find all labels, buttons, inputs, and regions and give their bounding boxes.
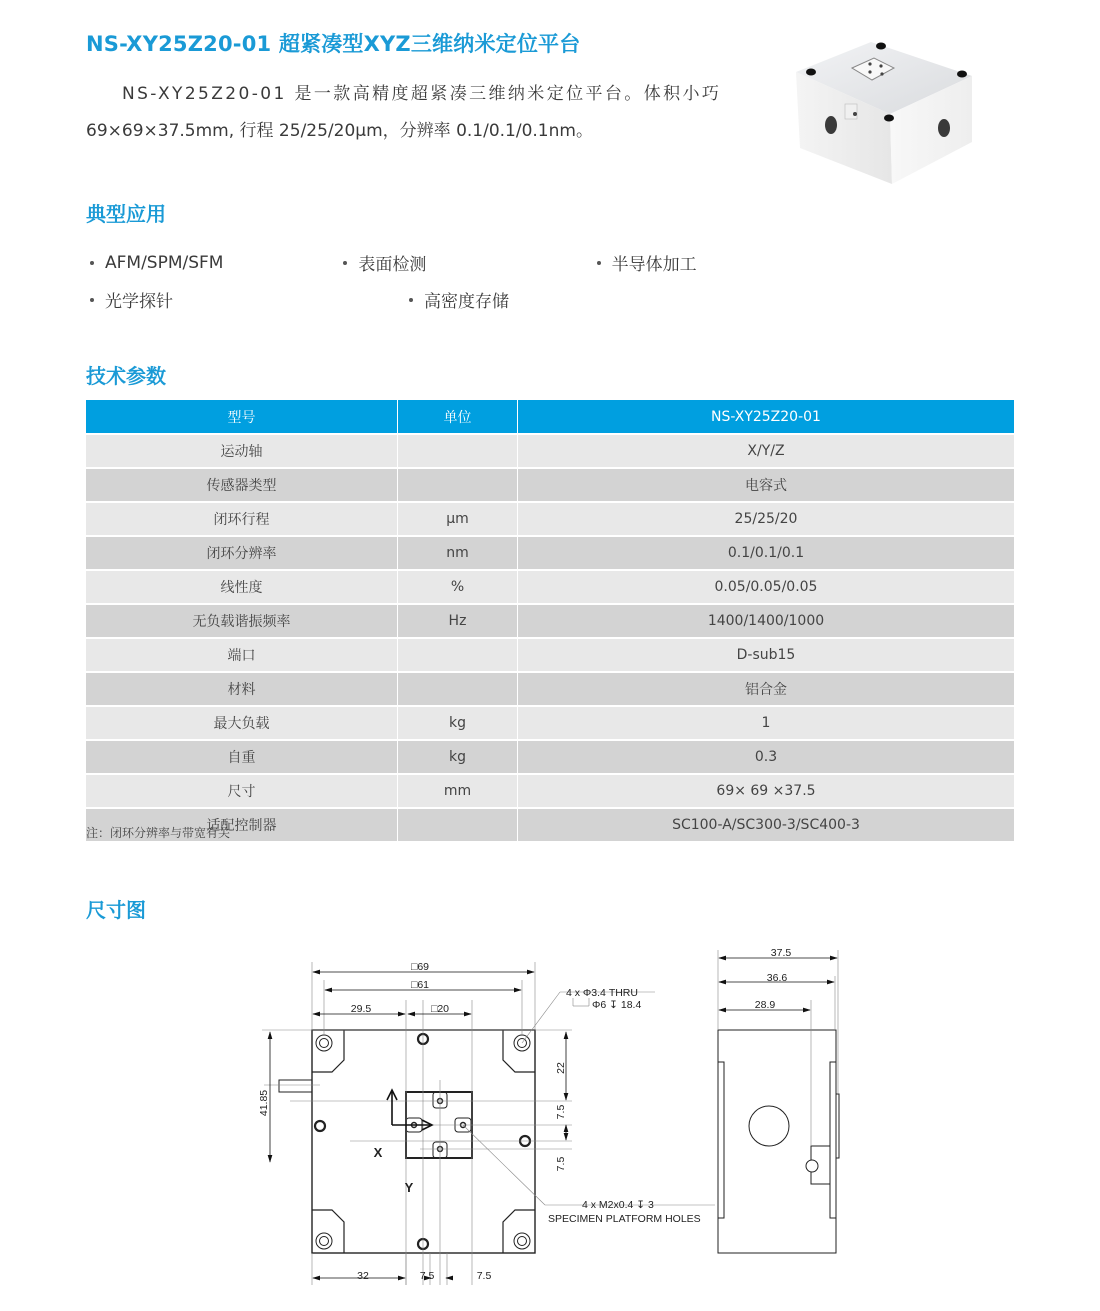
dimensions-heading: 尺寸图 (86, 898, 146, 922)
dim-left-offset: 29.5 (350, 1003, 372, 1015)
param-cell: 最大负载 (86, 706, 398, 740)
dim-side-36-6: 36.6 (766, 972, 788, 984)
value-cell: 0.3 (518, 740, 1015, 774)
value-cell: 0.1/0.1/0.1 (518, 536, 1015, 570)
table-row (86, 604, 1014, 638)
applications-heading: 典型应用 (86, 202, 166, 226)
dim-bottom-7-5-b: 7.5 (476, 1270, 492, 1282)
bullet-icon (343, 261, 347, 265)
dim-bottom-32: 32 (357, 1270, 369, 1282)
value-cell: 25/25/20 (518, 502, 1015, 536)
specs-heading: 技术参数 (86, 364, 166, 388)
bullet-icon (90, 298, 94, 302)
dim-side-28-9: 28.9 (754, 999, 776, 1011)
table-header-row (86, 400, 1014, 434)
specs-table (86, 400, 1014, 843)
dim-side-37-5: 37.5 (770, 947, 792, 959)
dim-height-left: 41.85 (258, 1089, 270, 1117)
param-cell: 闭环行程 (86, 502, 398, 536)
dimension-drawing (250, 940, 870, 1290)
value-cell: X/Y/Z (518, 434, 1015, 468)
technical-drawing (250, 940, 870, 1290)
param-cell: 端口 (86, 638, 398, 672)
value-cell: D-sub15 (518, 638, 1015, 672)
stage-top-view-outline (312, 1030, 535, 1253)
param-cell: 闭环分辨率 (86, 536, 398, 570)
table-row (86, 774, 1014, 808)
param-cell: 尺寸 (86, 774, 398, 808)
dim-right-7-5-b: 7.5 (555, 1156, 567, 1172)
value-cell: 1 (518, 706, 1015, 740)
bullet-icon (597, 261, 601, 265)
unit-cell (398, 638, 518, 672)
value-cell: 铝合金 (518, 672, 1015, 706)
unit-cell (398, 468, 518, 502)
intro-paragraph (86, 76, 746, 150)
footnote: 注：闭环分辨率与带宽有关 (86, 826, 231, 840)
unit-cell (398, 672, 518, 706)
application-item: 高密度存储 (409, 287, 728, 312)
unit-cell (398, 808, 518, 842)
column-header-unit: 单位 (398, 400, 518, 434)
unit-cell: μm (398, 502, 518, 536)
value-cell: 0.05/0.05/0.05 (518, 570, 1015, 604)
product-photo-icon (786, 38, 982, 186)
table-row (86, 638, 1014, 672)
application-item: 表面检测 (343, 250, 596, 275)
table-row (86, 570, 1014, 604)
column-header-model: 型号 (86, 400, 398, 434)
bullet-icon (90, 261, 94, 265)
unit-cell: Hz (398, 604, 518, 638)
unit-cell: % (398, 570, 518, 604)
table-row (86, 434, 1014, 468)
param-cell: 无负载谐振频率 (86, 604, 398, 638)
product-photo (786, 38, 982, 186)
application-item: 光学探针 (90, 287, 409, 312)
callout-thru-2: Φ6 ↧ 18.4 (592, 999, 642, 1011)
callout-thru-1: 4 x Φ3.4 THRU (566, 987, 638, 999)
applications-list (90, 244, 850, 318)
callout-specimen-2: SPECIMEN PLATFORM HOLES (548, 1213, 701, 1225)
application-item: 半导体加工 (597, 250, 850, 275)
table-row (86, 740, 1014, 774)
value-cell: 电容式 (518, 468, 1015, 502)
intro-line-1: NS-XY25Z20-01 是一款高精度超紧凑三维纳米定位平台。体积小巧 (122, 84, 722, 104)
dim-outer: □69 (410, 961, 430, 973)
unit-cell (398, 434, 518, 468)
axis-y-label: Y (404, 1180, 414, 1195)
param-cell: 自重 (86, 740, 398, 774)
dim-platform: □20 (430, 1003, 450, 1015)
param-cell: 运动轴 (86, 434, 398, 468)
param-cell: 线性度 (86, 570, 398, 604)
application-item: AFM/SPM/SFM (90, 253, 343, 273)
value-cell: 1400/1400/1000 (518, 604, 1015, 638)
value-cell: SC100-A/SC300-3/SC400-3 (518, 808, 1015, 842)
bullet-icon (409, 298, 413, 302)
param-cell: 适配控制器 (86, 808, 398, 842)
value-cell: 69× 69 ×37.5 (518, 774, 1015, 808)
dim-right-22: 22 (555, 1062, 567, 1074)
unit-cell: kg (398, 740, 518, 774)
callout-specimen-1: 4 x M2x0.4 ↧ 3 (582, 1199, 654, 1211)
dim-holes: □61 (410, 979, 430, 991)
page-title: NS-XY25Z20-01 超紧凑型XYZ三维纳米定位平台 (86, 32, 581, 56)
dim-bottom-7-5-a: 7.5 (419, 1270, 435, 1282)
column-header-value: NS-XY25Z20-01 (518, 400, 1015, 434)
table-row (86, 672, 1014, 706)
table-row (86, 706, 1014, 740)
dim-right-7-5-a: 7.5 (555, 1104, 567, 1120)
table-row (86, 502, 1014, 536)
param-cell: 传感器类型 (86, 468, 398, 502)
table-row (86, 536, 1014, 570)
param-cell: 材料 (86, 672, 398, 706)
unit-cell: mm (398, 774, 518, 808)
unit-cell: nm (398, 536, 518, 570)
axis-x-label: X (373, 1145, 383, 1160)
table-row (86, 468, 1014, 502)
unit-cell: kg (398, 706, 518, 740)
intro-line-2: 69×69×37.5mm, 行程 25/25/20μm，分辨率 0.1/0.1/0.1nm。 (86, 121, 593, 141)
stage-side-view-outline (718, 1030, 836, 1253)
